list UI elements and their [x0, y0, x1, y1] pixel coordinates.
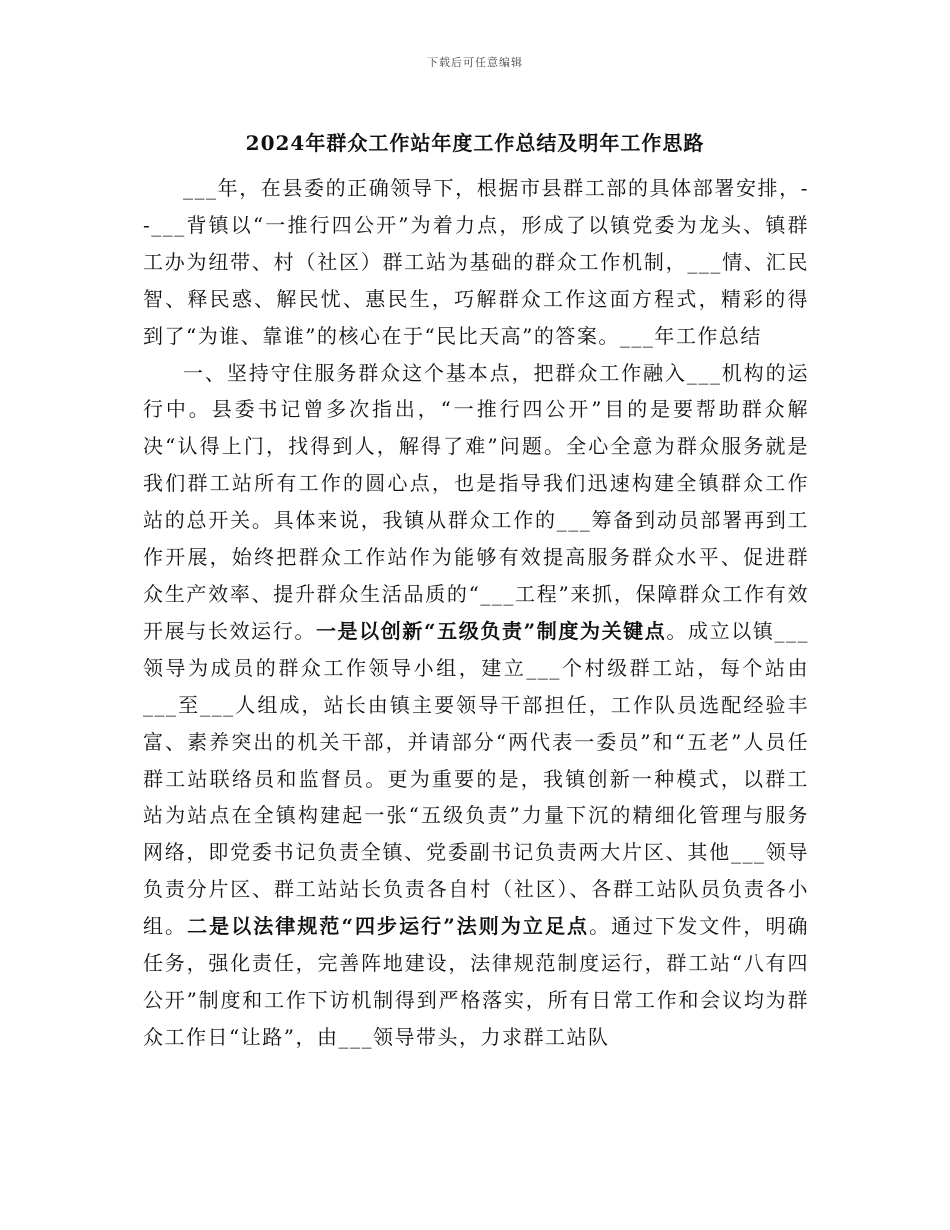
bold-key-point-one: 一是以创新“五级负责”制度为关键点 — [315, 618, 667, 643]
page-header-note: 下载后可任意编辑 — [427, 56, 523, 69]
paragraph-text: 一、坚持守住服务群众这个基本点，把群众工作融入___机构的运行中。县委书记曾多次指出，“一推行四公开”目的是要帮助群众解决“认得上门，找得到人，解得了难”问题。全心全意为群众服务就是我们群工站所有工作的圆心点，也是指导我们迅速构建全镇群众工作站的总开关。具体来说，我镇从群众工作的___筹备到动员部署再到工作开展，始终把群众工作站作为能够有效提高服务群众水平、促进群众生产效率、提升群众生活品质的“___工程”来抓，保障群众工作有效开展与长效运行。 — [143, 360, 809, 643]
paragraph-section-one — [143, 355, 809, 1056]
document-title: 2024年群众工作站年度工作总结及明年工作思路 — [245, 131, 705, 155]
bold-key-point-two: 二是以法律规范“四步运行”法则为立足点 — [187, 914, 590, 939]
document-body — [143, 170, 809, 1056]
paragraph-text: 。成立以镇___领导为成员的群众工作领导小组，建立___个村级群工站，每个站由___至___人组成，站长由镇主要领导干部担任，工作队员选配经验丰富、素养突出的机关干部，并请部分“两代表一委员”和“五老”人员任群工站联络员和监督员。更为重要的是，我镇创新一种模式，以群工站为站点在全镇构建起一张“五级负责”力量下沉的精细化管理与服务网络，即党委书记负责全镇、党委副书记负责两大片区、其他___领导负责分片区、群工站站长负责各自村（社区）、各群工站队员负责各小组。 — [143, 618, 810, 939]
paragraph-intro: ___年，在县委的正确领导下，根据市县群工部的具体部署安排，--___背镇以“一推行四公开”为着力点，形成了以镇党委为龙头、镇群工办为纽带、村（社区）群工站为基础的群众工作机制，___情、汇民智、释民惑、解民忧、惠民生，巧解群众工作这面方程式，精彩的得到了“为谁、靠谁”的核心在于“民比天高”的答案。___年工作总结 — [143, 176, 809, 348]
paragraph-text: 。通过下发文件，明确任务，强化责任，完善阵地建设，法律规范制度运行，群工站“八有四公开”制度和工作下访机制得到严格落实，所有日常工作和会议均为群众工作日“让路”，由___领导带头，力求群工站队 — [143, 914, 810, 1049]
